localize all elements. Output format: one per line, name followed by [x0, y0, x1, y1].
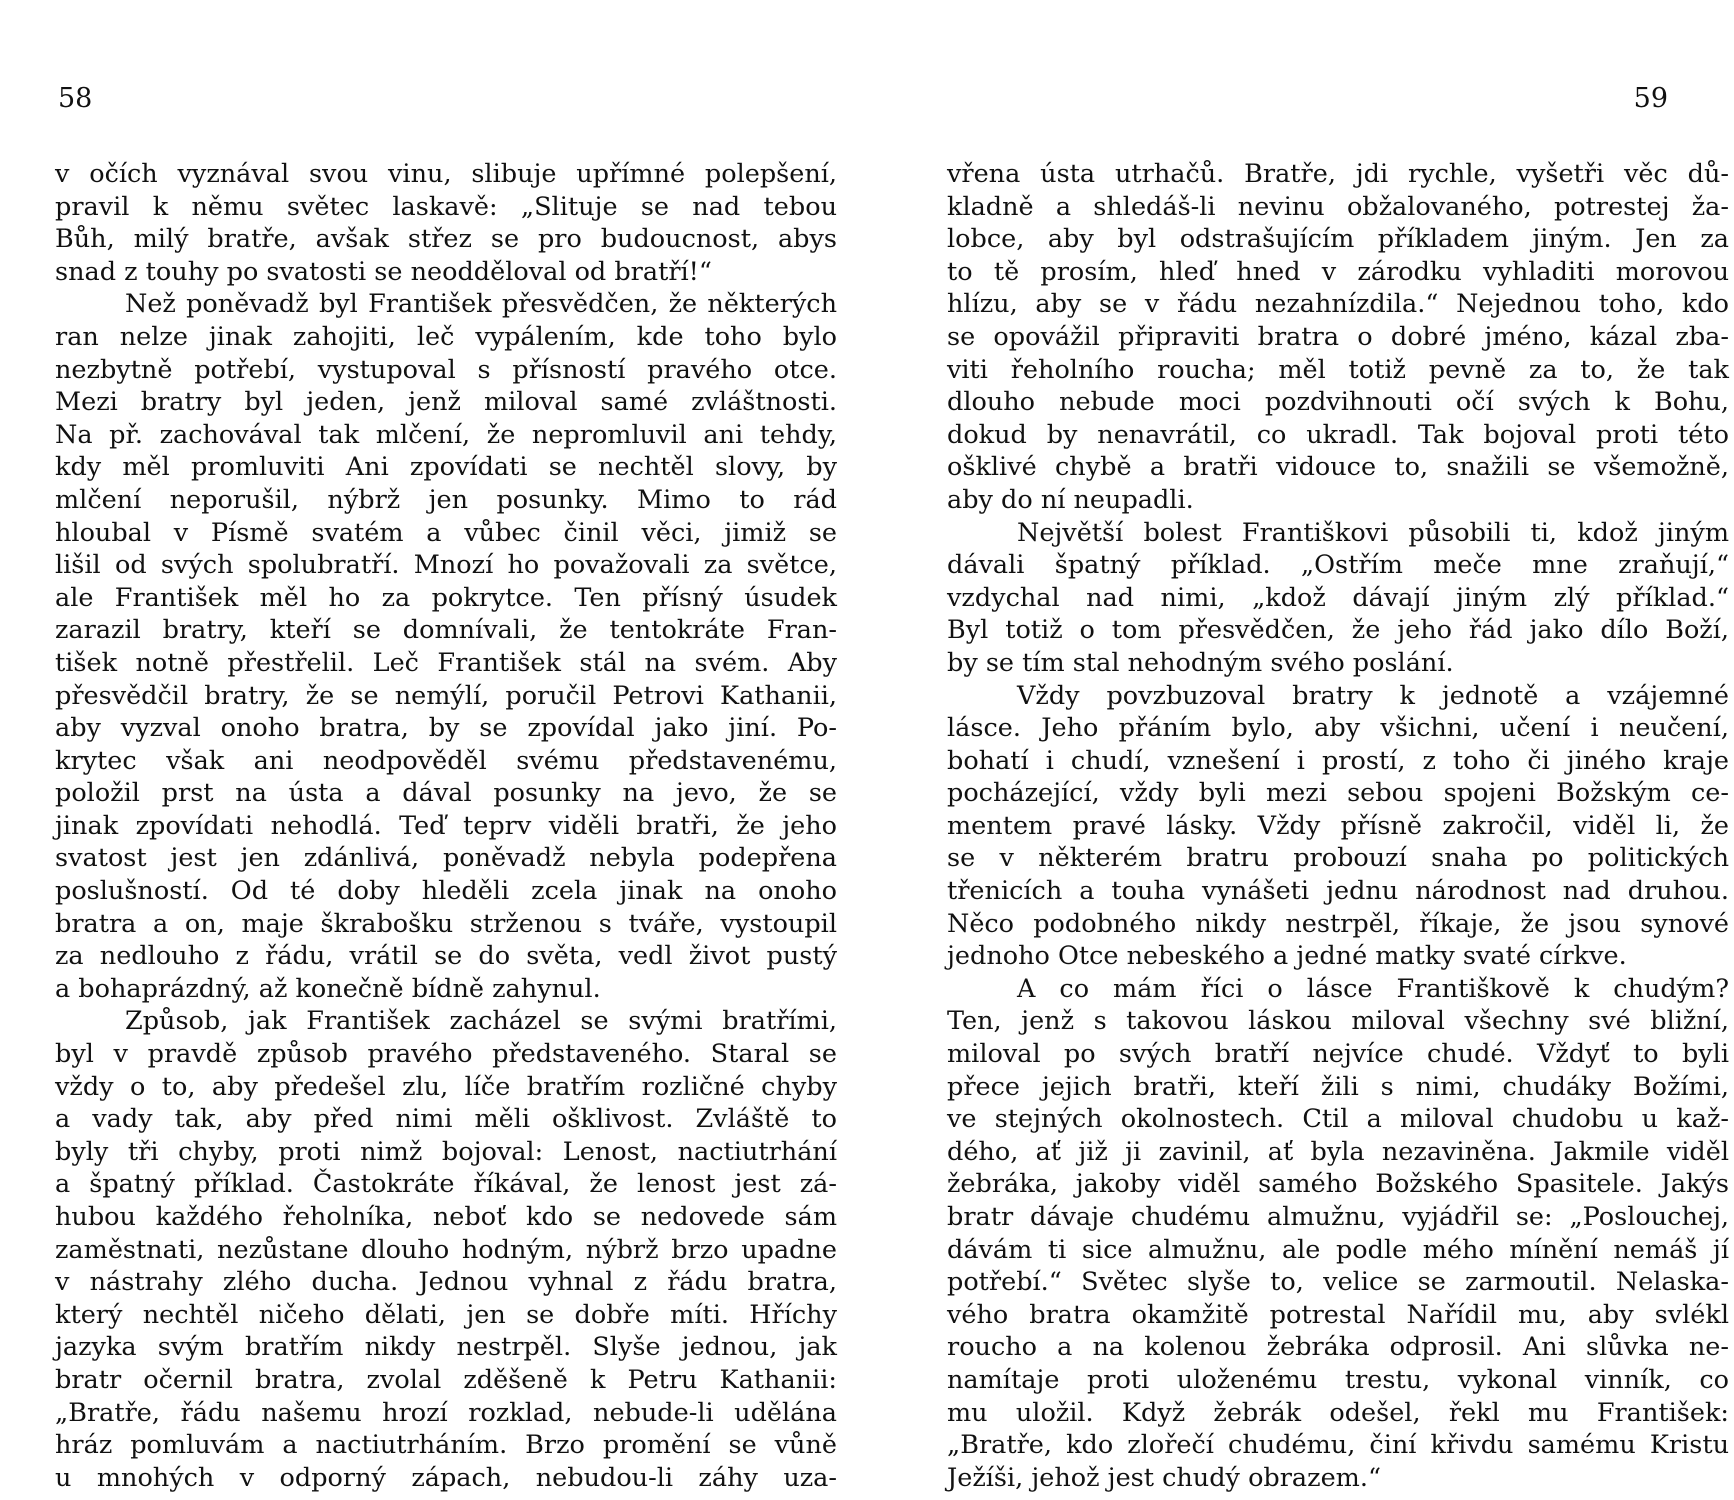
text-line: nezbytně potřebí, vystupoval s přísností pravého otce. — [55, 354, 837, 385]
text-line: namítaje proti uloženému trestu, vykonal vinník, co — [947, 1364, 1729, 1395]
text-line: vzdychal nad nimi, „kdož dávají jiným zlý příklad.“ — [947, 582, 1729, 613]
text-line: hlízu, aby se v řádu nezahnízdila.“ Nejednou toho, kdo — [947, 289, 1729, 320]
text-line: dého, ať již ji zavinil, ať byla nezaviněna. Jakmile viděl — [947, 1136, 1729, 1167]
text-line: ale František měl ho za pokrytce. Ten přísný úsudek — [55, 582, 837, 613]
text-line: lásce. Jeho přáním bylo, aby všichni, učení i neučení, — [947, 713, 1729, 744]
text-line: „Bratře, řádu našemu hrozí rozklad, nebude-li udělána — [55, 1397, 837, 1428]
text-line: byl v pravdě způsob pravého představeného. Staral se — [55, 1039, 837, 1070]
text-line: dlouho nebude moci pozdvihnouti očí svých k Bohu, — [947, 387, 1729, 418]
text-line: v očích vyznával svou vinu, slibuje upřímné polepšení, — [55, 159, 837, 189]
text-line: Vždy povzbuzoval bratry k jednotě a vzájemné — [1017, 680, 1729, 711]
text-line: A co mám říci o lásce Františkově k chudým? — [1017, 973, 1729, 1004]
text-line: pravil k němu světec laskavě: „Slituje se nad tebou — [55, 191, 837, 222]
text-line: jinak zpovídati nehodlá. Teď teprv viděli bratři, že jeho — [55, 810, 837, 841]
page-number: 59 — [1633, 83, 1668, 114]
text-line: žebráka, jakoby viděl samého Božského Spasitele. Jakýs — [947, 1169, 1729, 1200]
text-line: Ten, jenž s takovou láskou miloval všechny své bližní, — [947, 1006, 1729, 1037]
text-line: dokud by nenavrátil, co ukradl. Tak bojoval proti této — [947, 419, 1729, 450]
text-line: bratr očernil bratra, zvolal zděšeně k Petru Kathanii: — [55, 1364, 837, 1395]
text-line: přece jejich bratři, kteří žili s nimi, chudáky Božími, — [947, 1071, 1729, 1102]
text-line: bohatí i chudí, vznešení i prostí, z toho či jiného kraje — [947, 745, 1729, 776]
text-line: vého bratra okamžitě potrestal Nařídil mu, aby svlékl — [947, 1299, 1729, 1330]
text-line: za nedlouho z řádu, vrátil se do světa, vedl život pustý — [55, 941, 837, 972]
text-line: hubou každého řeholníka, neboť kdo se nedovede sám — [55, 1202, 837, 1232]
text-line: lišil od svých spolubratří. Mnozí ho považovali za světce, — [55, 550, 837, 581]
text-line: kdy měl promluviti Ani zpovídati se nechtěl slovy, by — [55, 452, 837, 483]
text-line: třenicích a touha vynášeti jednu národnost nad druhou. — [947, 876, 1729, 907]
text-line: bratra a on, maje škrabošku strženou s tváře, vystoupil — [55, 908, 837, 939]
text-line: vřena ústa utrhačů. Bratře, jdi rychle, vyšetři věc dů- — [947, 159, 1729, 189]
text-line: Byl totiž o tom přesvědčen, že jeho řád jako dílo Boží, — [947, 615, 1729, 646]
text-line: roucho a na kolenou žebráka odprosil. Ani slůvka ne- — [947, 1332, 1729, 1363]
text-line: byly tři chyby, proti nimž bojoval: Lenost, nactiutrhání — [55, 1136, 837, 1167]
text-line: a bohaprázdný, až konečně bídně zahynul. — [55, 973, 601, 1004]
text-line: ve stejných okolnostech. Ctil a miloval chudobu u kaž- — [947, 1104, 1729, 1135]
text-line: mu uložil. Když žebrák odešel, řekl mu František: — [947, 1397, 1729, 1428]
text-line: viti řeholního roucha; měl totiž pevně za to, že tak — [947, 354, 1729, 385]
text-line: Než poněvadž byl František přesvědčen, že některých — [125, 289, 837, 320]
text-line: položil prst na ústa a dával posunky na jevo, že se — [55, 778, 837, 809]
text-line: ošklivé chybě a bratři vidouce to, snažili se všemožně, — [947, 452, 1729, 483]
text-line: se opovážil připraviti bratra o dobré jméno, kázal zba- — [947, 321, 1729, 352]
text-line: mentem pravé lásky. Vždy přísně zakročil, viděl li, že — [947, 810, 1729, 841]
text-line: potřebí.“ Světec slyše to, velice se zarmoutil. Nelaska- — [947, 1267, 1729, 1298]
text-line: ran nelze jinak zahojiti, leč vypálením, kde toho bylo — [55, 321, 837, 352]
text-line: se v některém bratru probouzí snaha po politických — [947, 843, 1729, 874]
text-line: poslušností. Od té doby hleděli zcela jinak na onoho — [55, 876, 837, 907]
text-line: Největší bolest Františkovi působili ti, kdož jiným — [1017, 517, 1729, 548]
text-line: Ježíši, jehož jest chudý obrazem.“ — [947, 1462, 1381, 1493]
page-number: 58 — [58, 83, 93, 114]
text-line: zaměstnati, nezůstane dlouho hodným, nýbrž brzo upadne — [55, 1234, 837, 1265]
text-line: a špatný příklad. Častokráte říkával, že lenost jest zá- — [55, 1169, 837, 1200]
text-line: jazyka svým bratřím nikdy nestrpěl. Slyše jednou, jak — [55, 1332, 837, 1363]
text-line: jednoho Otce nebeského a jedné matky svaté církve. — [947, 941, 1627, 972]
text-line: dávám ti sice almužnu, ale podle mého mínění nemáš jí — [947, 1234, 1729, 1265]
text-line: který nechtěl ničeho dělati, jen se dobře míti. Hříchy — [55, 1299, 837, 1330]
right-page — [867, 0, 1734, 1500]
text-line: pocházející, vždy byli mezi sebou spojeni Božským ce- — [947, 778, 1729, 809]
text-line: by se tím stal nehodným svého poslání. — [947, 647, 1454, 678]
text-line: bratr dávaje chudému almužnu, vyjádřil se: „Poslouchej, — [947, 1202, 1729, 1232]
text-line: Způsob, jak František zacházel se svými bratřími, — [125, 1006, 837, 1037]
text-line: miloval po svých bratří nejvíce chudé. Vždyť to byli — [947, 1039, 1729, 1070]
text-line: „Bratře, kdo zlořečí chudému, činí křivdu samému Kristu — [947, 1430, 1729, 1461]
text-line: tišek notně přestřelil. Leč František stál na svém. Aby — [55, 647, 837, 678]
text-line: krytec však ani neodpověděl svému představenému, — [55, 745, 837, 776]
text-line: Na př. zachovával tak mlčení, že nepromluvil ani tehdy, — [55, 419, 837, 450]
text-line: to tě prosím, hleď hned v zárodku vyhladiti morovou — [947, 256, 1729, 287]
text-line: zarazil bratry, kteří se domnívali, že tentokráte Fran- — [55, 615, 837, 646]
text-line: hráz pomluvám a nactiutrháním. Brzo promění se vůně — [55, 1430, 837, 1461]
text-column — [55, 158, 837, 1494]
text-line: dávali špatný příklad. „Ostřím meče mne zraňují,“ — [947, 550, 1729, 581]
text-line: aby vyzval onoho bratra, by se zpovídal jako jiní. Po- — [55, 713, 837, 744]
text-column — [947, 158, 1729, 1494]
text-line: v nástrahy zlého ducha. Jednou vyhnal z řádu bratra, — [55, 1267, 837, 1298]
text-line: lobce, aby byl odstrašujícím příkladem jiným. Jen za — [947, 224, 1729, 255]
text-line: mlčení neporušil, nýbrž jen posunky. Mimo to rád — [55, 484, 837, 515]
text-line: přesvědčil bratry, že se nemýlí, poručil Petrovi Kathanii, — [55, 680, 837, 711]
text-line: vždy o to, aby předešel zlu, líče bratřím rozličné chyby — [55, 1071, 837, 1102]
text-line: a vady tak, aby před nimi měli ošklivost. Zvláště to — [55, 1104, 837, 1135]
text-line: u mnohých v odporný zápach, nebudou-li záhy uza- — [55, 1462, 837, 1493]
text-line: Něco podobného nikdy nestrpěl, říkaje, že jsou synové — [947, 908, 1729, 939]
text-line: hloubal v Písmě svatém a vůbec činil věci, jimiž se — [55, 517, 837, 548]
text-line: snad z touhy po svatosti se neodděloval od bratří!“ — [55, 256, 712, 287]
text-line: svatost jest jen zdánlivá, poněvadž nebyla podepřena — [55, 843, 837, 874]
text-line: Mezi bratry byl jeden, jenž miloval samé zvláštnosti. — [55, 387, 837, 418]
text-line: aby do ní neupadli. — [947, 484, 1194, 515]
text-line: kladně a shledáš-li nevinu obžalovaného, potrestej ža- — [947, 191, 1729, 222]
text-line: Bůh, milý bratře, avšak střez se pro budoucnost, abys — [55, 224, 837, 255]
